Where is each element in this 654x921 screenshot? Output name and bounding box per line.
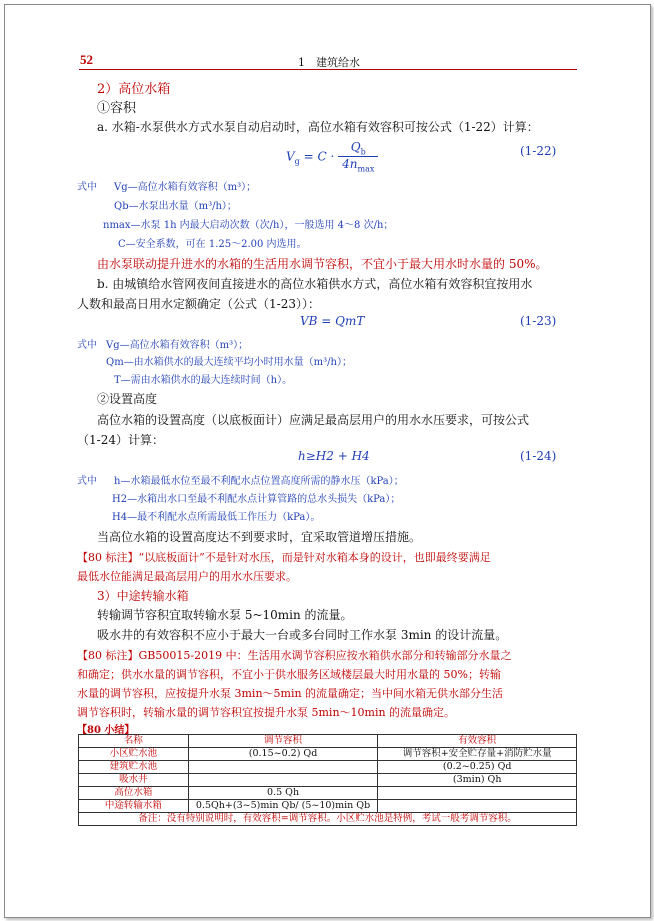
where-h4: H4—最不利配水点所需最低工作压力（kPa）。 xyxy=(112,512,321,523)
table-cell: 吸水井 xyxy=(79,774,189,787)
subheading-volume: ①容积 xyxy=(97,101,137,116)
table-cell: (0.15~0.2) Qd xyxy=(188,748,378,761)
table-cell: 中途转输水箱 xyxy=(79,800,189,813)
formula-1-24: h≥H2 + H4 xyxy=(298,449,370,463)
table-row xyxy=(79,748,577,761)
gb-annotation-line4: 调节容积时，转输水量的调节容积宜按提升水泵 5min～10min 的流量确定。 xyxy=(77,706,456,719)
table-cell: 建筑贮水池 xyxy=(79,761,189,774)
gb-annotation-line2: 和确定；供水水量的调节容积，不宜小于供水服务区域楼层最大时用水量的 50%；转输 xyxy=(77,668,501,681)
table-row xyxy=(79,774,577,787)
where-h: h—水箱最低水位至最不利配水点位置高度所需的静水压（kPa）； xyxy=(114,476,404,487)
subheading-height: ②设置高度 xyxy=(97,392,158,406)
table-cell: 小区贮水池 xyxy=(79,748,189,761)
chapter-title: 1 建筑给水 xyxy=(298,56,360,69)
table-header-name: 名称 xyxy=(79,735,189,748)
where-qm: Qm—由水箱供水的最大连续平均小时用水量（m³/h）； xyxy=(106,357,352,368)
where-label: 式中 xyxy=(77,182,97,193)
table-note-row xyxy=(79,813,577,826)
table-cell: 0.5 Qh xyxy=(188,787,378,800)
paragraph-b-line2: 人数和最高日用水定额确定（公式（1-23））： xyxy=(77,297,320,311)
table-cell: 0.5Qh+(3~5)min Qb/ (5~10)min Qb xyxy=(188,800,378,813)
where-qb: Qb—水泵出水量（m³/h）； xyxy=(114,201,237,212)
table-cell xyxy=(188,761,378,774)
where-vg: Vg—高位水箱有效容积（m³）； xyxy=(114,182,257,193)
table-cell: (3min) Qh xyxy=(378,774,577,787)
table-row xyxy=(79,800,577,813)
section-heading-transfer-tank: 3）中途转输水箱 xyxy=(97,589,189,603)
table-header-effective: 有效容积 xyxy=(378,735,577,748)
formula-number-1-22: (1-22) xyxy=(520,144,557,158)
table-header-regulating: 调节容积 xyxy=(188,735,378,748)
summary-table xyxy=(78,734,577,826)
transfer-line1: 转输调节容积宜取转输水泵 5~10min 的流量。 xyxy=(97,608,353,622)
where-h2: H2—水箱出水口至最不利配水点计算管路的总水头损失（kPa）； xyxy=(112,494,401,505)
paragraph-a: a. 水箱-水泵供水方式水泵自动启动时，高位水箱有效容积可按公式（1-22）计算： xyxy=(97,120,539,134)
formula-number-1-24: (1-24) xyxy=(520,449,557,463)
where-label-3: 式中 xyxy=(77,476,97,487)
summary-caption: 【80 小结】 xyxy=(77,725,135,736)
table-row xyxy=(79,787,577,800)
paragraph-height-line2: （1-24）计算： xyxy=(77,433,164,447)
table-cell xyxy=(378,787,577,800)
transfer-line2: 吸水井的有效容积不应小于最大一台或多台同时工作水泵 3min 的设计流量。 xyxy=(97,628,508,642)
table-cell: 调节容积+安全贮存量+消防贮水量 xyxy=(378,748,577,761)
where-label-2: 式中 xyxy=(77,340,97,351)
gb-annotation-line3: 水量的调节容积，应按提升水泵 3min～5min 的流量确定；当中间水箱无供水部分生活 xyxy=(77,687,504,700)
table-cell xyxy=(378,800,577,813)
table-note: 备注：没有特别说明时，有效容积=调节容积。小区贮水池是特例，考试一般考调节容积。 xyxy=(79,813,577,826)
formula-1-22: $V_g = C$ · $Q_b$ $4n_{max}$ xyxy=(286,140,378,174)
annotation-80-line1: 【80 标注】“以底板面计”不是针对水压，而是针对水箱本身的设计，也即最终要满足 xyxy=(77,551,491,564)
header-rule xyxy=(79,69,577,70)
paragraph-b-line1: b. 由城镇给水管网夜间直接进水的高位水箱供水方式，高位水箱有效容积宜按用水 xyxy=(97,277,533,291)
red-requirement-note: 由水泵联动提升进水的水箱的生活用水调节容积，不宜小于最大用水时水量的 50%。 xyxy=(97,257,548,271)
formula-1-23: VB = QmT xyxy=(300,314,365,328)
where-c: C—安全系数，可在 1.25～2.00 内选用。 xyxy=(118,239,307,250)
gb-annotation-line1: 【80 标注】GB50015-2019 中：生活用水调节容积应按水箱供水部分和转输部分水量之 xyxy=(77,649,512,662)
paragraph-pressurize: 当高位水箱的设置高度达不到要求时，宜采取管道增压措施。 xyxy=(97,530,422,544)
table-cell: (0.2~0.25) Qd xyxy=(378,761,577,774)
paragraph-height-line1: 高位水箱的设置高度（以底板面计）应满足最高层用户的用水水压要求，可按公式 xyxy=(97,413,530,427)
where-vg-2: Vg—高位水箱有效容积（m³）； xyxy=(106,340,249,351)
table-header-row xyxy=(79,735,577,748)
table-cell: 高位水箱 xyxy=(79,787,189,800)
where-t: T—需由水箱供水的最大连续时间（h）。 xyxy=(114,375,293,386)
page-number: 52 xyxy=(80,52,93,67)
table-row xyxy=(79,761,577,774)
formula-number-1-23: (1-23) xyxy=(520,314,557,328)
section-heading-high-tank: 2）高位水箱 xyxy=(97,82,171,97)
table-cell xyxy=(188,774,378,787)
annotation-80-line2: 最低水位能满足最高层用户的用水水压要求。 xyxy=(77,570,297,583)
where-nmax: nmax—水泵 1h 内最大启动次数（次/h），一般选用 4～8 次/h； xyxy=(103,220,394,231)
